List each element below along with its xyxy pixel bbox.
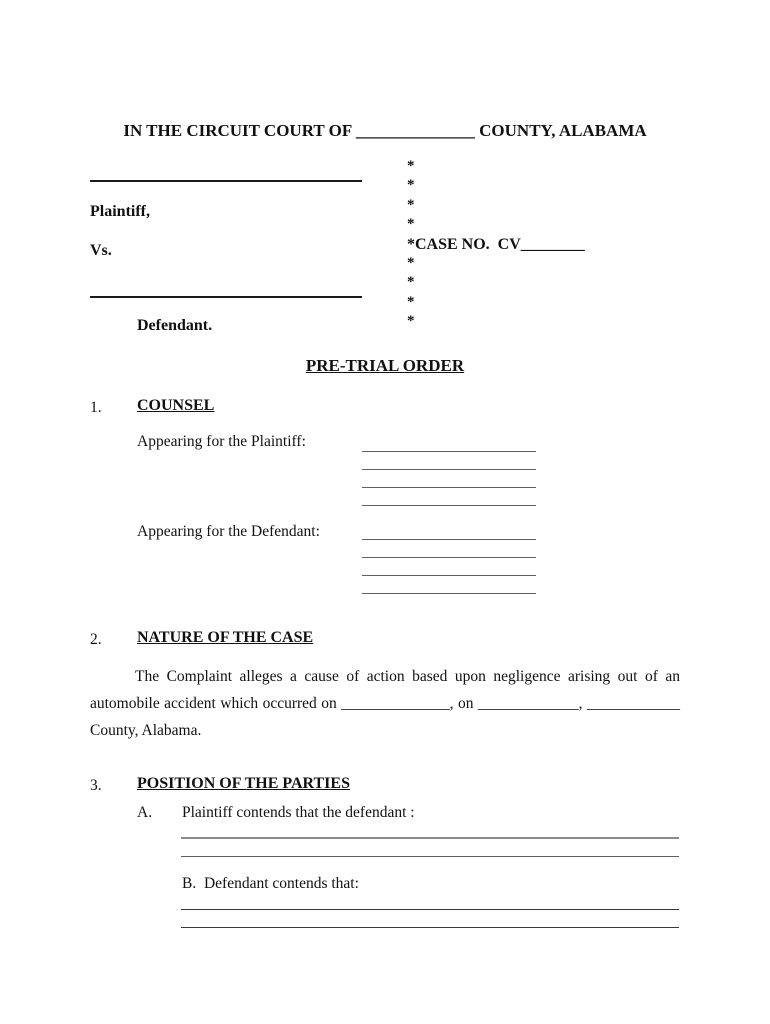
section2-heading: NATURE OF THE CASE (137, 629, 314, 646)
vs-label: Vs. (90, 242, 112, 259)
defendant-counsel-line-1[interactable] (362, 539, 536, 540)
defendant-counsel-label: Appearing for the Defendant: (137, 523, 320, 540)
defendant-counsel-line-4[interactable] (362, 593, 536, 594)
defendant-label: Defendant. (137, 317, 213, 334)
caption-asterisk: * (407, 293, 415, 310)
section3-heading: POSITION OF THE PARTIES (137, 775, 350, 792)
defendant-counsel-line-2[interactable] (362, 557, 536, 558)
plaintiff-name-line[interactable] (90, 180, 362, 182)
plaintiff-counsel-label: Appearing for the Plaintiff: (137, 433, 306, 450)
item-a-label: Plaintiff contends that the defendant : (182, 804, 415, 821)
plaintiff-counsel-line-2[interactable] (362, 469, 536, 470)
nature-of-case-paragraph (90, 663, 680, 744)
paragraph-line-3: County, Alabama. (90, 722, 202, 739)
section3-number: 3. (90, 777, 102, 794)
plaintiff-contention-line-2[interactable] (181, 856, 679, 857)
paragraph-line-2[interactable]: automobile accident which occurred on ______________, on _____________, ____________ (90, 695, 680, 712)
plaintiff-counsel-line-4[interactable] (362, 505, 536, 506)
section1-number: 1. (90, 399, 102, 416)
caption-asterisk: * (407, 274, 415, 291)
item-b-label: B. Defendant contends that: (182, 875, 359, 892)
defendant-contention-line-1[interactable] (181, 909, 679, 910)
paragraph-line-1: The Complaint alleges a cause of action based upon negligence arising out of an (135, 668, 680, 685)
caption-asterisk: * (407, 158, 415, 174)
defendant-name-line[interactable] (90, 296, 362, 298)
caption-asterisk: * (407, 313, 415, 330)
caption-asterisk: * (407, 196, 415, 213)
section2-number: 2. (90, 631, 102, 648)
defendant-contention-line-2[interactable] (181, 927, 679, 928)
caption-asterisk-column (407, 157, 585, 332)
court-header: IN THE CIRCUIT COURT OF ______________ COUNTY, ALABAMA (123, 121, 647, 140)
document-title: PRE-TRIAL ORDER (305, 356, 465, 375)
case-number-field[interactable]: *CASE NO. CV________ (407, 235, 585, 253)
caption-asterisk: * (407, 216, 415, 233)
section1-heading: COUNSEL (137, 397, 215, 414)
plaintiff-counsel-line-1[interactable] (362, 451, 536, 452)
plaintiff-contention-line-1[interactable] (181, 837, 679, 839)
item-a-number: A. (137, 804, 153, 821)
plaintiff-counsel-line-3[interactable] (362, 487, 536, 488)
defendant-counsel-line-3[interactable] (362, 575, 536, 576)
plaintiff-label: Plaintiff, (90, 203, 150, 220)
caption-asterisk: * (407, 177, 415, 194)
caption-asterisk: * (407, 255, 415, 272)
